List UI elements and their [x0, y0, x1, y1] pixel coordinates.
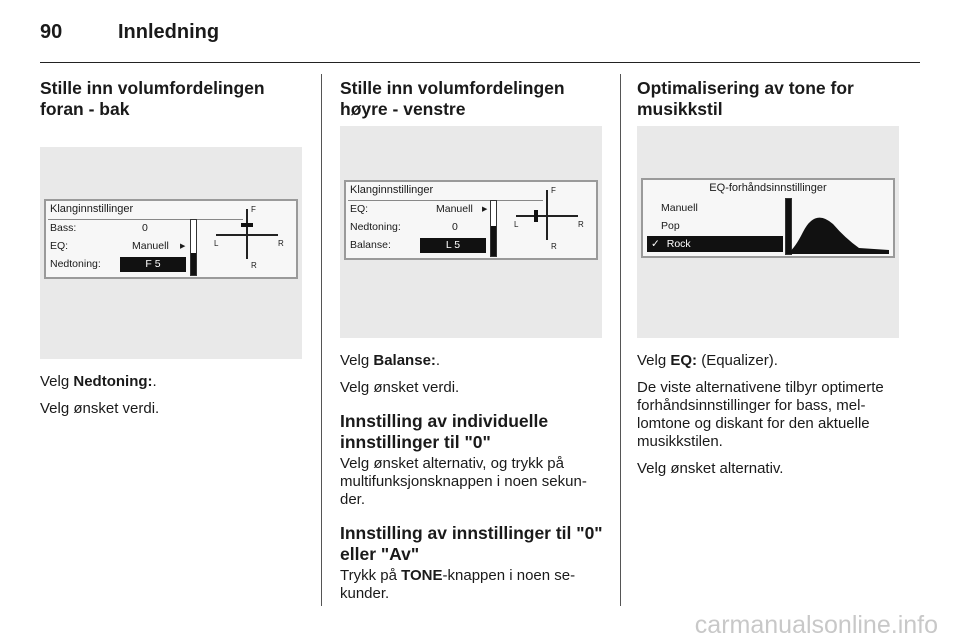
- display-screenshot: [637, 126, 899, 338]
- instruction: Velg Balanse:.: [340, 352, 441, 369]
- arrow-right-icon: ▶: [482, 206, 488, 213]
- fader-marker: [241, 223, 253, 227]
- panel-title: Klanginnstillinger: [350, 184, 434, 196]
- instruction: Velg Nedtoning:.: [40, 373, 157, 390]
- subsection-heading: Innstilling av individuelle innstillinger til "0": [340, 411, 549, 452]
- panel-title: EQ-forhåndsinnstillinger: [709, 182, 827, 194]
- instruction: De viste alternativene tilbyr optimerte forhåndsinnstillinger for bass, mel-lomtone og diskant for den aktuelle musikkstilen.: [637, 379, 884, 450]
- menu-row-fader: Nedtoning:: [50, 258, 101, 270]
- scrollbar: [190, 219, 197, 276]
- eq-curve-graphic: [785, 198, 893, 254]
- check-icon: ✓: [651, 238, 660, 250]
- eq-item-pop: Pop: [661, 220, 680, 232]
- menu-row-eq: EQ: Manuell ▶: [350, 203, 488, 215]
- page-number: 90: [40, 21, 63, 43]
- arrow-right-icon: ▶: [180, 243, 186, 250]
- eq-item-manual: Manuell: [661, 202, 698, 214]
- column-divider: [321, 74, 322, 606]
- sound-settings-panel: Klanginnstillinger EQ: Manuell ▶ Nedtoning: 0 Balanse: L 5 F R L R: [344, 180, 598, 260]
- eq-item-rock: ✓ Rock: [647, 236, 783, 252]
- instruction: Velg EQ: (Equalizer).: [637, 352, 778, 369]
- column-balance: [340, 78, 606, 612]
- watermark: carmanualsonline.info: [694, 611, 938, 639]
- column-divider: [620, 74, 621, 606]
- sound-settings-panel: Klanginnstillinger Bass: 0 EQ: Manuell ▶ Nedtoning: F 5 F R L R: [44, 199, 298, 279]
- instruction: Velg ønsket verdi.: [40, 400, 160, 417]
- menu-row-fader: Nedtoning: 0: [350, 221, 458, 233]
- section-heading: Stille inn volumfordelingen høyre - venstre: [340, 78, 565, 119]
- page-title: Innledning: [118, 21, 220, 43]
- scrollbar: [490, 200, 497, 257]
- eq-presets-panel: [641, 178, 895, 258]
- panel-title: Klanginnstillinger: [50, 203, 134, 215]
- subsection-heading: Innstilling av innstillinger til "0" eller "Av": [340, 523, 603, 564]
- instruction: Velg ønsket alternativ, og trykk på multifunksjonsknappen i noen sekun-der.: [340, 455, 587, 508]
- balance-marker: [534, 210, 538, 222]
- display-screenshot: [340, 126, 602, 338]
- instruction: Velg ønsket alternativ.: [637, 460, 784, 477]
- menu-row-balance: Balanse:: [350, 239, 391, 251]
- display-screenshot: [40, 147, 302, 359]
- selected-value: L 5: [420, 238, 486, 253]
- section-heading: Stille inn volumfordelingen foran - bak: [40, 78, 265, 119]
- column-eq: [637, 78, 905, 487]
- instruction: Trykk på TONE-knappen i noen se-kunder.: [340, 567, 576, 602]
- section-heading: Optimalisering av tone for musikkstil: [637, 78, 854, 119]
- menu-row-eq: EQ: Manuell ▶: [50, 240, 186, 252]
- page-header: [40, 18, 920, 63]
- column-fader: [40, 78, 306, 427]
- selected-value: F 5: [120, 257, 186, 272]
- instruction: Velg ønsket verdi.: [340, 379, 460, 396]
- menu-row-bass: Bass: 0: [50, 222, 148, 234]
